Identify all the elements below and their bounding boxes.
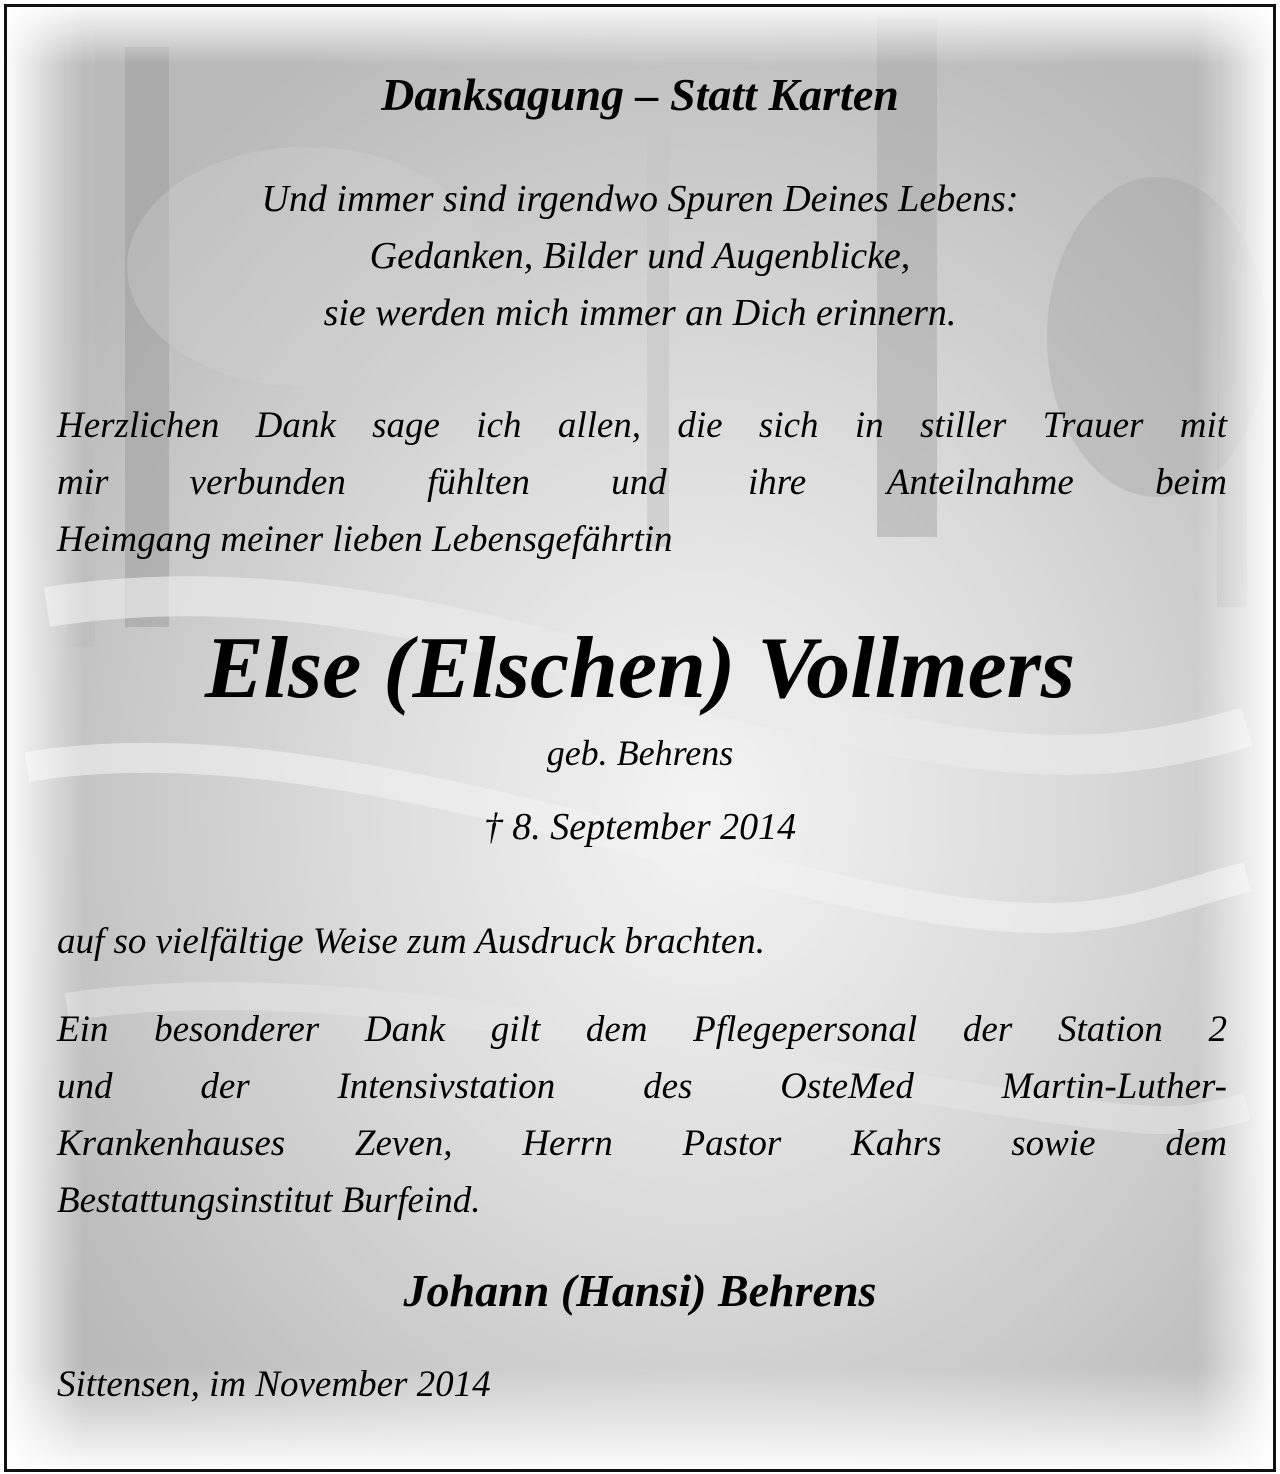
poem (7, 171, 1273, 342)
thanks-line: mir verbunden fühlten und ihre Anteilnahme beim (57, 462, 1227, 503)
signer-name: Johann (Hansi) Behrens (403, 1265, 877, 1316)
special-thanks-paragraph (57, 1001, 1227, 1229)
special-thanks-line: Ein besonderer Dank gilt dem Pflegepersonal der Station 2 (57, 1009, 1227, 1050)
deceased-name: Else (Elschen) Vollmers (204, 620, 1076, 717)
poem-line: Und immer sind irgendwo Spuren Deines Lebens: (261, 178, 1019, 220)
poem-line: Gedanken, Bilder und Augenblicke, (369, 235, 911, 277)
thanks-line: Herzlichen Dank sage ich allen, die sich in stiller Trauer mit (57, 405, 1227, 446)
closing-line: auf so vielfältige Weise zum Ausdruck brachten. (57, 921, 766, 962)
special-thanks-line: und der Intensivstation des OsteMed Martin-Luther- (57, 1066, 1227, 1107)
closing-paragraph (57, 913, 1227, 970)
notice-headline: Danksagung – Statt Karten (381, 69, 899, 120)
special-thanks-line: Bestattungsinstitut Burfeind. (57, 1180, 481, 1221)
death-date: † 8. September 2014 (483, 806, 797, 848)
thanks-line: Heimgang meiner lieben Lebensgefährtin (57, 519, 673, 560)
special-thanks-line: Krankenhauses Zeven, Herrn Pastor Kahrs sowie dem (57, 1123, 1227, 1164)
birth-name: geb. Behrens (546, 733, 734, 773)
notice-frame (4, 4, 1276, 1472)
thanks-paragraph (57, 397, 1227, 568)
poem-line: sie werden mich immer an Dich erinnern. (323, 292, 957, 334)
place-date: Sittensen, im November 2014 (57, 1364, 491, 1405)
notice-content (7, 7, 1273, 1469)
